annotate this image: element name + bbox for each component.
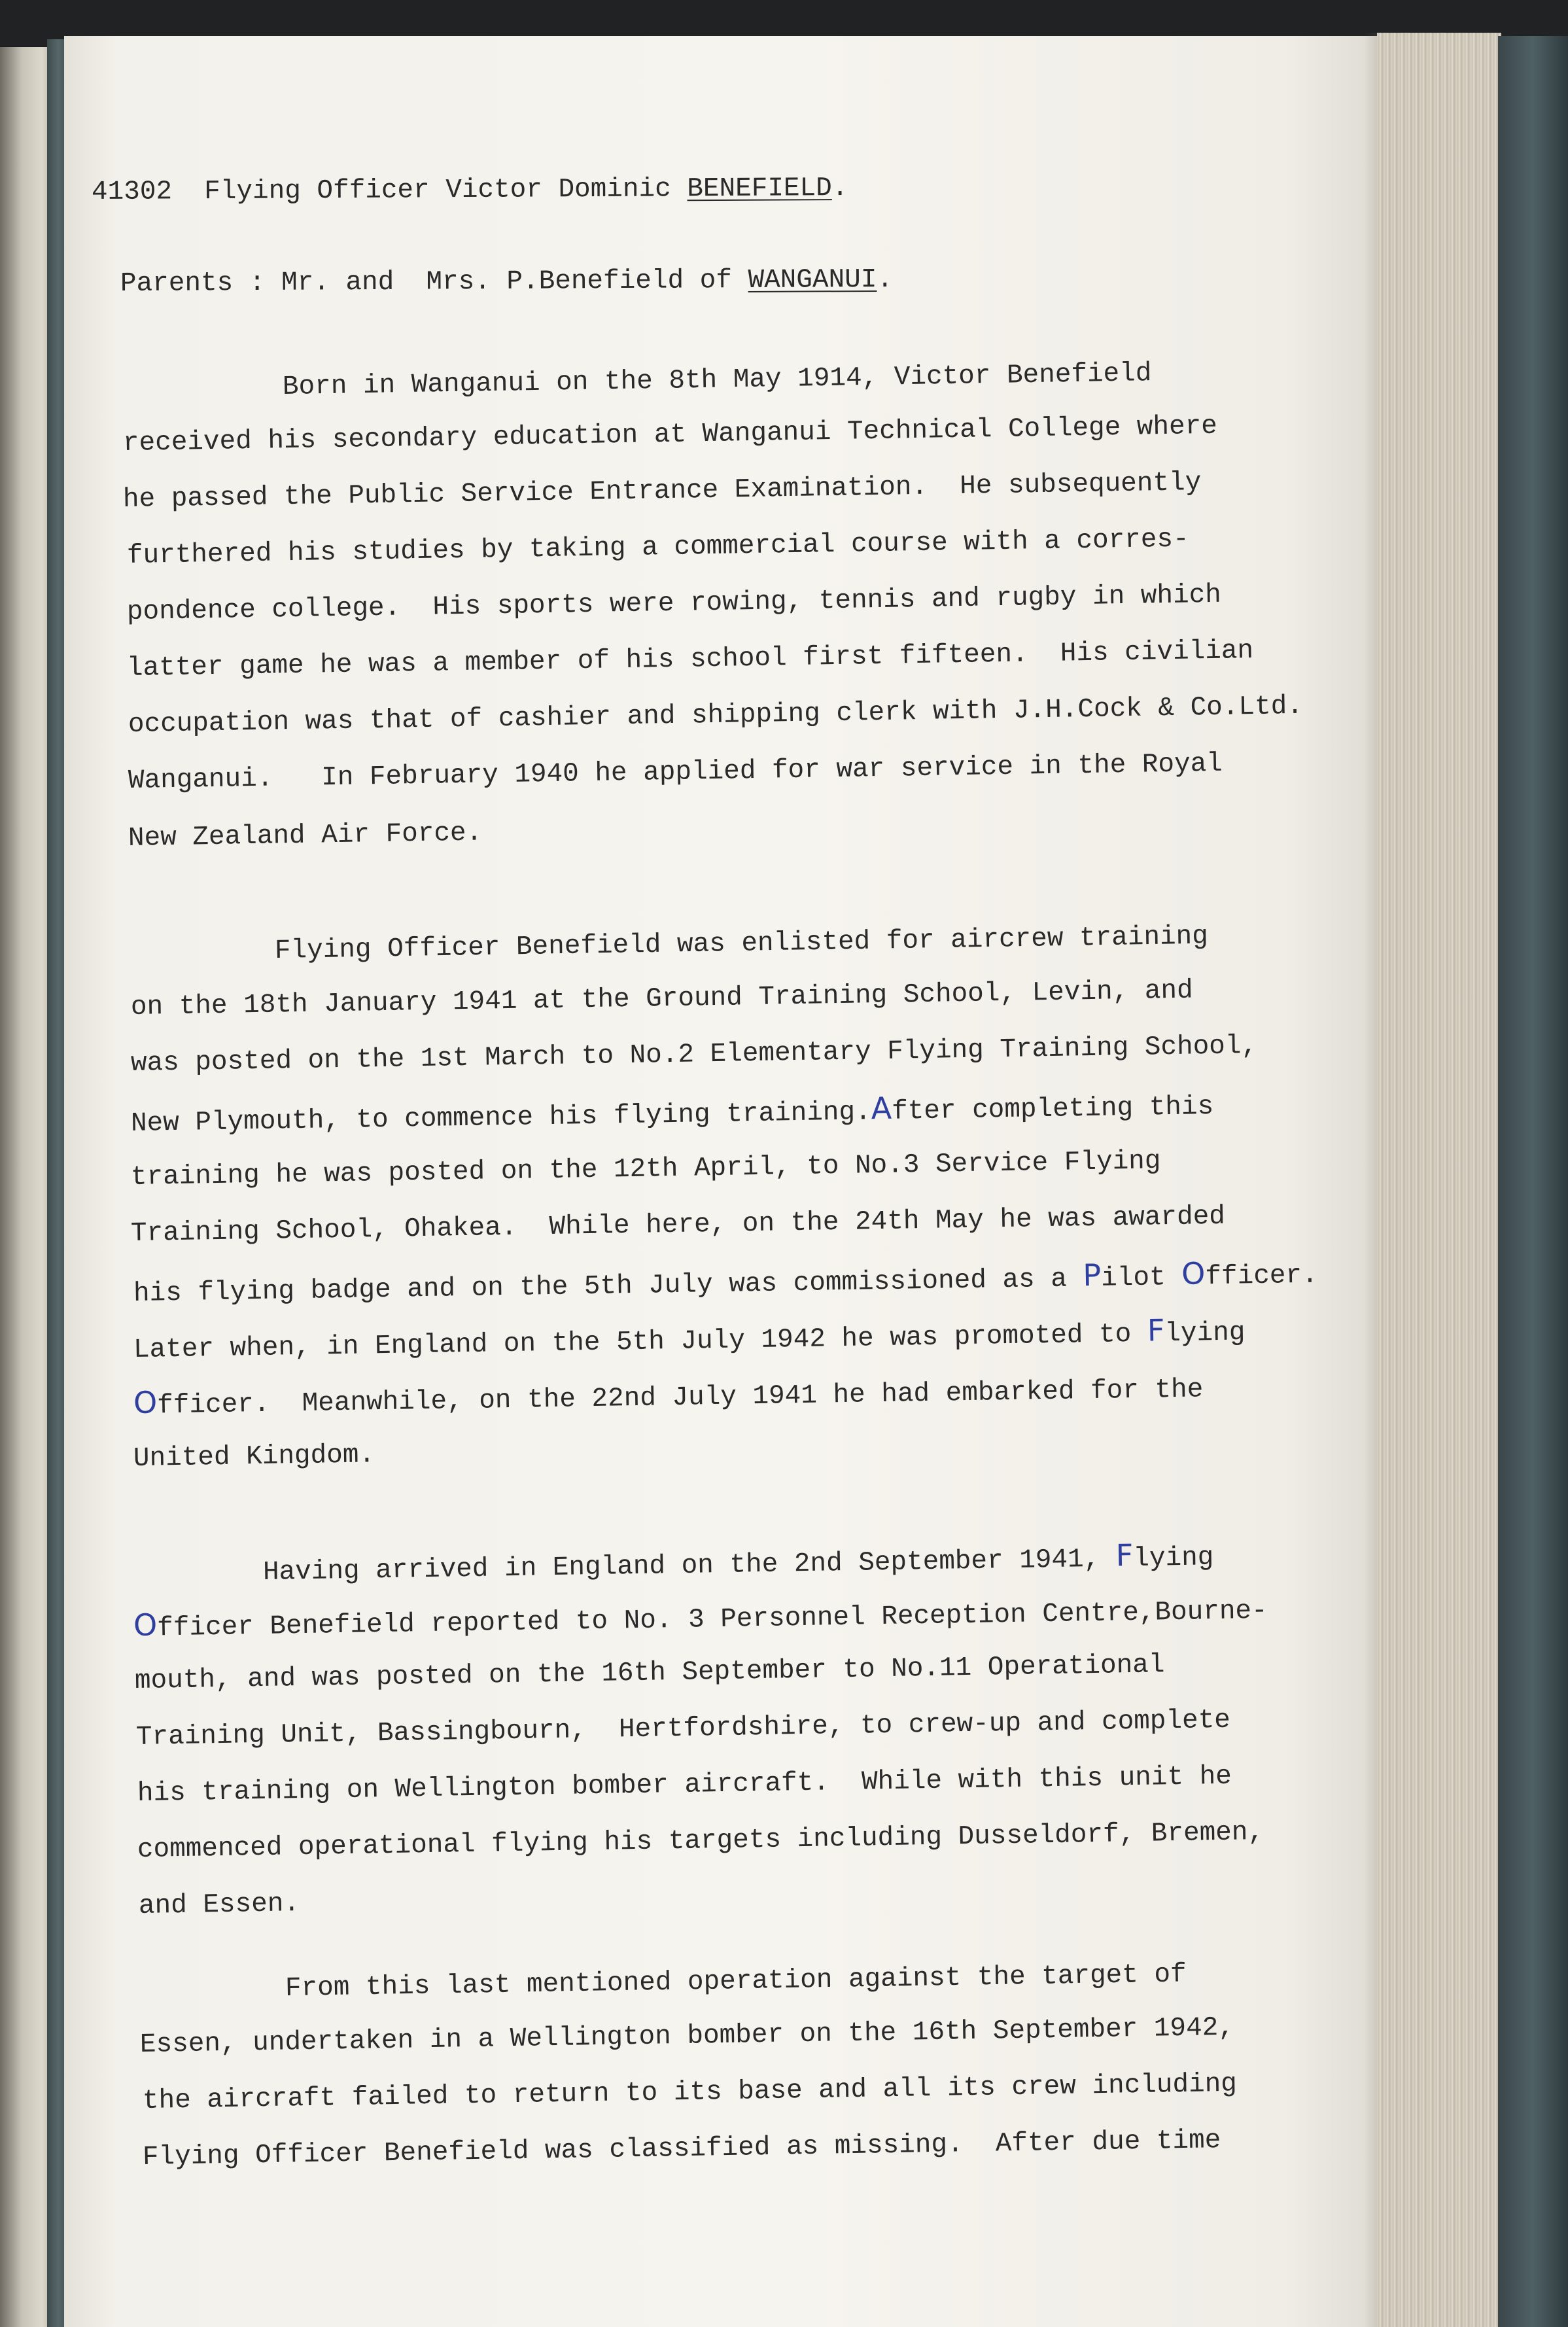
text-line: Flying Officer Benefield was enlisted for aircrew training (274, 921, 1209, 966)
record-heading: 41302 Flying Officer Victor Dominic BENEFIELD. (91, 173, 848, 207)
text-line: New Zealand Air Force. (128, 818, 483, 854)
text-line: was posted on the 1st March to No.2 Elementary Flying Training School, (130, 1030, 1258, 1079)
text-line: his training on Wellington bomber aircraft. While with this unit he (137, 1761, 1232, 1809)
book-cover-edge (1498, 36, 1568, 2327)
handwritten-correction: F (1147, 1312, 1165, 1348)
text-line: Essen, undertaken in a Wellington bomber on the 16th September 1942, (139, 2012, 1235, 2060)
text-line: Having arrived in England on the 2nd September 1941, Flying (262, 1537, 1214, 1588)
text-line: received his secondary education at Wanganui Technical College where (122, 411, 1218, 459)
handwritten-correction: O (133, 1607, 158, 1643)
text-line: mouth, and was posted on the 16th September to No.11 Operational (134, 1650, 1165, 1696)
text-line: United Kingdom. (133, 1440, 375, 1474)
text-line: Born in Wanganui on the 8th May 1914, Victor Benefield (282, 359, 1152, 402)
text-line: pondence college. His sports were rowing, tennis and rugby in which (126, 580, 1222, 627)
text-line: on the 18th January 1941 at the Ground Training School, Levin, and (130, 975, 1194, 1023)
text-line: occupation was that of cashier and shipping clerk with J.H.Cock & Co.Ltd. (128, 691, 1304, 740)
text-line: New Plymouth, to commence his flying training.After completing this (130, 1090, 1214, 1139)
handwritten-correction: A (871, 1090, 892, 1127)
handwritten-correction: P (1082, 1257, 1102, 1293)
text-line: latter game he was a member of his school first fifteen. His civilian (126, 635, 1254, 684)
handwritten-correction: O (1181, 1255, 1206, 1291)
book-page-edges (1377, 33, 1501, 2327)
parents-line: Parents : Mr. and Mrs. P.Benefield of WANGANUI. (120, 264, 894, 299)
text-line: the aircraft failed to return to its base and all its crew including (142, 2069, 1238, 2116)
surname: BENEFIELD (687, 173, 832, 205)
text-line: Officer. Meanwhile, on the 22nd July 1941 he had embarked for the (133, 1374, 1204, 1422)
text-line: furthered his studies by taking a commercial course with a corres- (126, 524, 1190, 571)
text-line: Flying Officer Benefield was classified as missing. After due time (142, 2126, 1221, 2173)
text-line: Training Unit, Bassingbourn, Hertfordshire, to crew-up and complete (135, 1705, 1231, 1753)
text-line: commenced operational flying his targets including Dusseldorf, Bremen, (137, 1817, 1264, 1865)
parents-label: Parents : Mr. and Mrs. P.Benefield of (120, 266, 733, 299)
handwritten-correction: F (1115, 1537, 1134, 1573)
parents-town: WANGANUI (748, 264, 877, 296)
text-line: Later when, in England on the 5th July 1942 he was promoted to Flying (133, 1312, 1246, 1365)
text-line: From this last mentioned operation against the target of (285, 1959, 1187, 2004)
text-line: Training School, Ohakea. While here, on the 24th May he was awarded (130, 1201, 1226, 1249)
text-line: he passed the Public Service Entrance Examination. He subsequently (122, 468, 1202, 515)
service-number: 41302 (91, 177, 173, 207)
text-line: Wanganui. In February 1940 he applied for war service in the Royal (128, 748, 1223, 796)
text-line: Officer Benefield reported to No. 3 Personnel Reception Centre,Bourne- (133, 1596, 1268, 1644)
text-line: his flying badge and on the 5th July was commissioned as a Pilot Officer. (133, 1255, 1319, 1309)
rank-and-name: Flying Officer Victor Dominic (204, 174, 671, 207)
handwritten-correction: O (133, 1384, 158, 1420)
text-line: and Essen. (138, 1889, 300, 1921)
text-line: training he was posted on the 12th April, to No.3 Service Flying (130, 1146, 1161, 1193)
